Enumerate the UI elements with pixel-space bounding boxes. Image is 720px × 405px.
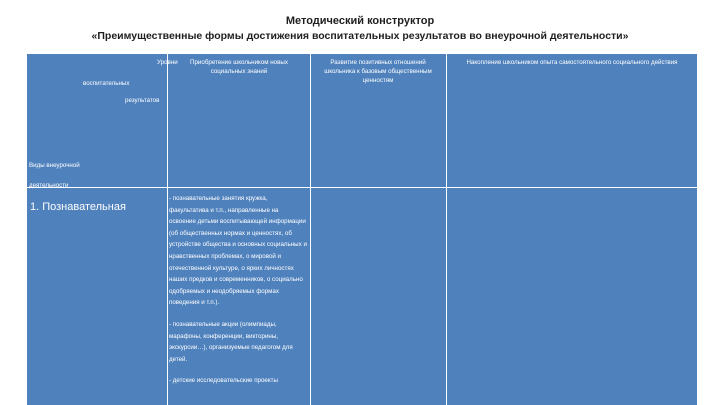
row-label-cognitive: 1. Познавательная: [30, 201, 126, 213]
corner-label-activity-kinds: Виды внеурочной: [29, 162, 80, 169]
column-divider: [167, 54, 168, 405]
cognitive-forms-item-1: - познавательные занятия кружка, факультатива и т.п., направленные на освоение детьми воспитывающей информации (об общественных нормах и ценностях, об устройстве общества и основных социальных и нравственных проблемах, о мировой и отечественной культуре, о ярких личностях наших предков и современников, о социально одобряемых и неодобряемых формах поведения и т.п.).: [169, 195, 307, 307]
column-header-social-action: Накопление школьником опыта самостоятельного социального действия: [466, 59, 678, 66]
column-divider: [446, 54, 447, 405]
title-line-2: «Преимущественные формы достижения воспитательных результатов во внеурочной деятельности»: [91, 30, 629, 42]
corner-label-levels: Уровни: [157, 59, 178, 66]
cognitive-forms-item-3: - детские исследовательские проекты: [169, 377, 278, 385]
column-divider: [310, 54, 311, 405]
corner-label-results: результатов: [125, 97, 160, 104]
constructor-table: [27, 54, 697, 405]
column-header-social-knowledge: Приобретение школьником новых социальных знаний: [190, 59, 288, 75]
corner-label-activity: деятельности: [29, 182, 69, 189]
cognitive-forms-item-2: - познавательные акции (олимпиады, марафоны, конференции, викторины, экскурсии…), организуемые педагогом для детей.: [169, 320, 293, 363]
cognitive-forms-cell: [169, 193, 307, 387]
title-line-1: Методический конструктор: [285, 15, 435, 27]
row-divider: [27, 187, 697, 188]
column-header-positive-attitudes: Развитие позитивных отношений школьника к базовым общественным ценностям: [324, 59, 432, 84]
slide-title: [0, 14, 720, 44]
corner-label-upbringing: воспитательных: [83, 80, 130, 87]
